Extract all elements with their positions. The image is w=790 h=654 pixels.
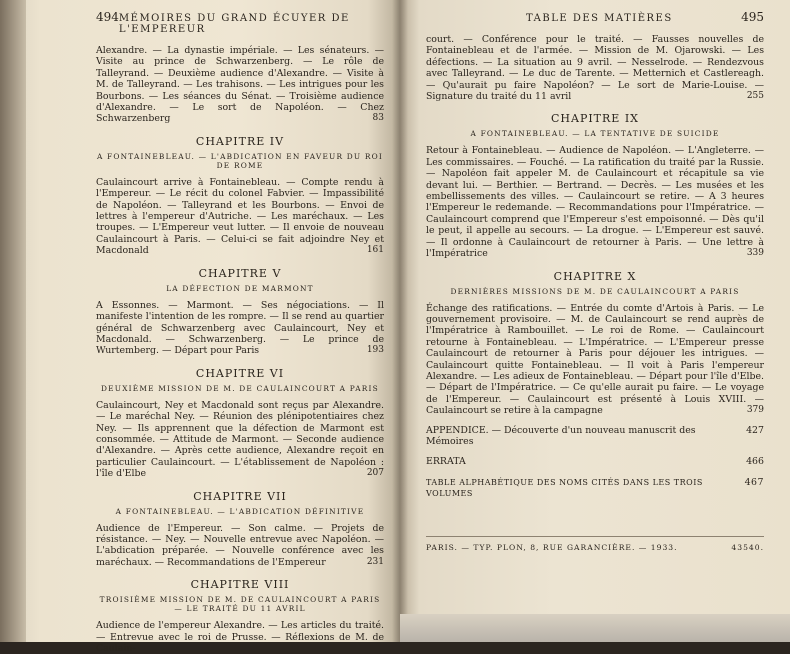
chapter-summary-text: A Essonnes. — Marmont. — Ses négociations. — Il manifeste l'intention de les rompre. — Il se rend au quartier général de Schwarzenberg avec Caulaincourt, Ney et Macdonald. — Schwarzenberg. — Le prince de Wurtemberg. — Départ pour Paris: [96, 299, 384, 357]
chapter-title: CHAPITRE IX: [550, 112, 640, 126]
chapter-summary-text: Audience de l'Empereur. — Son calme. — Projets de résistance. — Ney. — Nouvelle entrevue avec Napoléon. — L'abdication préparée. — Nouvelle conférence avec les maréchaux. — Recommandations de l'Empereur: [96, 522, 384, 568]
right-intro-page: 255: [746, 91, 764, 102]
chapter-summary-text: Échange des ratifications. — Entrée du comte d'Artois à Paris. — Le gouvernement provisoire. — M. de Caulaincourt se rend auprès de l'Impératrice à Rambouillet. — Le roi de Rome. — Caulaincourt retourne à Fontainebleau. — L'Impératrice. — L'Empereur presse Caulaincourt de retourner à Paris pour déjouer les intrigues. — Caulaincourt quitte Fontainebleau. — Il voit à Paris l'empereur Alexandre. — Les adieux de Fontainebleau. — Départ pour l'île d'Elbe. — Départ de l'Impératrice. — Ce qu'elle aurait pu faire. — Le voyage de l'Empereur. — Caulaincourt est présenté à Louis XVIII. — Caulaincourt se retire à la campagne: [426, 302, 764, 417]
chapter-page: 231: [366, 556, 384, 567]
left-chapter-list: [96, 135, 384, 654]
chapter-title: CHAPITRE X: [553, 269, 637, 283]
left-intro-page: 83: [372, 113, 384, 124]
chapter-entry: [96, 490, 384, 569]
chapter-summary: [96, 620, 384, 654]
chapter-title: CHAPITRE V: [198, 266, 282, 280]
chapter-entry: [426, 112, 764, 259]
chapter-page: 193: [366, 345, 384, 356]
chapter-title: CHAPITRE VI: [195, 366, 285, 380]
chapter-page: 339: [746, 248, 764, 259]
chapter-entry: [96, 135, 384, 257]
chapter-title: CHAPITRE VIII: [190, 578, 290, 592]
chapter-subtitle: DERNIÈRES MISSIONS DE M. DE CAULAINCOURT A PARIS: [450, 286, 740, 296]
chapter-subtitle: LA DÉFECTION DE MARMONT: [166, 283, 314, 293]
right-chapter-list: [426, 112, 764, 416]
imprint-line: [426, 536, 764, 552]
index-entry: [426, 477, 764, 501]
chapter-title: CHAPITRE VII: [193, 489, 287, 503]
appendix-entry: [426, 425, 764, 449]
right-page-number: 495: [741, 10, 764, 24]
chapter-summary: [96, 400, 384, 480]
table-surface: [400, 614, 790, 642]
index-label: TABLE ALPHABÉTIQUE DES NOMS CITÉS DANS LES TROIS VOLUMES: [426, 477, 703, 499]
chapter-summary-text: Caulaincourt arrive à Fontainebleau. — Compte rendu à l'Empereur. — Le récit du colonel Fabvier. — Impassibilité de Napoléon. — Talleyrand et les Bourbons. — Envoi de lettres à l'empereur d'Autriche. — Les maréchaux. — Les troupes. — L'Empereur veut lutter. — Il envoie de nouveau Caulaincourt à Paris. — Celui-ci se fait adjoindre Ney et Macdonald: [96, 176, 384, 257]
chapter-summary: [96, 300, 384, 357]
imprint-text: PARIS. — TYP. PLON, 8, RUE GARANCIÈRE. — 1933.: [426, 543, 678, 552]
chapter-summary-text: Caulaincourt, Ney et Macdonald sont reçus par Alexandre. — Le maréchal Ney. — Réunion des plénipotentiaires chez Ney. — Ils apprennent que la défection de Marmont est consommée. — Attitude de Marmont. — Seconde audience d'Alexandre. — Après cette audience, Alexandre reçoit en particulier Caulaincourt. — L'établissement de Napoléon : l'île d'Elbe: [96, 399, 384, 480]
chapter-summary-text: Audience de l'empereur Alexandre. — Les articles du traité. — Entrevue avec le roi de Prusse. — Réflexions de M. de Caulain-: [96, 620, 384, 654]
imprint-number: 43540.: [731, 543, 764, 552]
chapter-title: CHAPITRE IV: [195, 134, 285, 148]
chapter-summary-text: Retour à Fontainebleau. — Audience de Napoléon. — L'Angleterre. — Les commissaires. — Fouché. — La ratification du traité par la Russie. — Napoléon fait appeler M. de Caulaincourt et récapitule sa vie devant lui. — Berthier. — Bertrand. — Decrès. — Les musées et les embellissements des villes. — Caulaincourt se retire. — A 3 heures l'Empereur le redemande. — Recommandations pour l'Impératrice. — Caulaincourt comprend que l'Empereur s'est empoisonné. — Dès qu'il le peut, il appelle au secours. — La drogue. — L'Empereur est sauvé. — Il ordonne à Caulaincourt de retourner à Paris. — Une lettre à l'Impératrice: [426, 145, 764, 260]
left-running-head: [96, 10, 384, 35]
errata-page: 466: [746, 456, 764, 468]
chapter-page: 161: [366, 245, 384, 256]
chapter-summary: [426, 303, 764, 417]
book-gutter: [392, 0, 408, 642]
errata-entry: [426, 456, 764, 468]
right-intro-text: court. — Conférence pour le traité. — Fausses nouvelles de Fontainebleau et de l'armée. — Mission de M. Ojarowski. — Les défections. — La situation au 9 avril. — Nesselrode. — Rendezvous avec Talleyrand. — Le duc de Tarente. — Metternich et Castlereagh. — Qu'aurait pu faire Napoléon? — Le sort de Marie-Louise. — Signature du traité du 11 avril: [426, 34, 764, 103]
appendix-page: 427: [746, 424, 764, 436]
index-page: 467: [744, 476, 764, 488]
left-running-title: MÉMOIRES DU GRAND ÉCUYER DE L'EMPEREUR: [118, 13, 350, 35]
chapter-subtitle: TROISIÈME MISSION DE M. DE CAULAINCOURT A PARIS — LE TRAITÉ DU 11 AVRIL: [99, 595, 381, 614]
chapter-subtitle: DEUXIÈME MISSION DE M. DE CAULAINCOURT A PARIS: [101, 383, 379, 393]
chapter-page: 207: [366, 468, 384, 479]
chapter-entry: [96, 367, 384, 480]
right-page: [400, 0, 790, 642]
chapter-summary: [96, 177, 384, 257]
chapter-entry: [96, 578, 384, 654]
chapter-subtitle: A FONTAINEBLEAU. — LA TENTATIVE DE SUICIDE: [470, 129, 720, 139]
chapter-entry: [96, 267, 384, 357]
errata-label: ERRATA: [426, 456, 466, 468]
right-running-head: [426, 10, 764, 24]
left-intro-text: Alexandre. — La dynastie impériale. — Les sénateurs. — Visite au prince de Schwarzenberg. — Le rôle de Talleyrand. — Deuxième audience d'Alexandre. — Visite à M. de Talleyrand. — Les trahisons. — Les intrigues pour les Bourbons. — Les séances du Sénat. — Troisième audience d'Alexandre. — Le sort de Napoléon. — Chez Schwarzenberg: [96, 45, 384, 125]
right-running-title: TABLE DES MATIÈRES: [526, 13, 673, 24]
chapter-subtitle: A FONTAINEBLEAU. — L'ABDICATION DÉFINITIVE: [115, 506, 365, 516]
chapter-page: 379: [746, 405, 764, 416]
right-intro-entry: [426, 34, 764, 102]
book-edge-shadow: [0, 0, 26, 642]
left-intro-entry: [96, 45, 384, 125]
chapter-subtitle: A FONTAINEBLEAU. — L'ABDICATION EN FAVEUR DU ROI DE ROME: [96, 151, 384, 170]
chapter-summary: [96, 523, 384, 569]
chapter-summary: [426, 145, 764, 259]
left-page-number: 494: [96, 10, 119, 24]
appendix-label: APPENDICE. — Découverte d'un nouveau manuscrit des Mémoires: [426, 424, 696, 447]
chapter-entry: [426, 270, 764, 417]
